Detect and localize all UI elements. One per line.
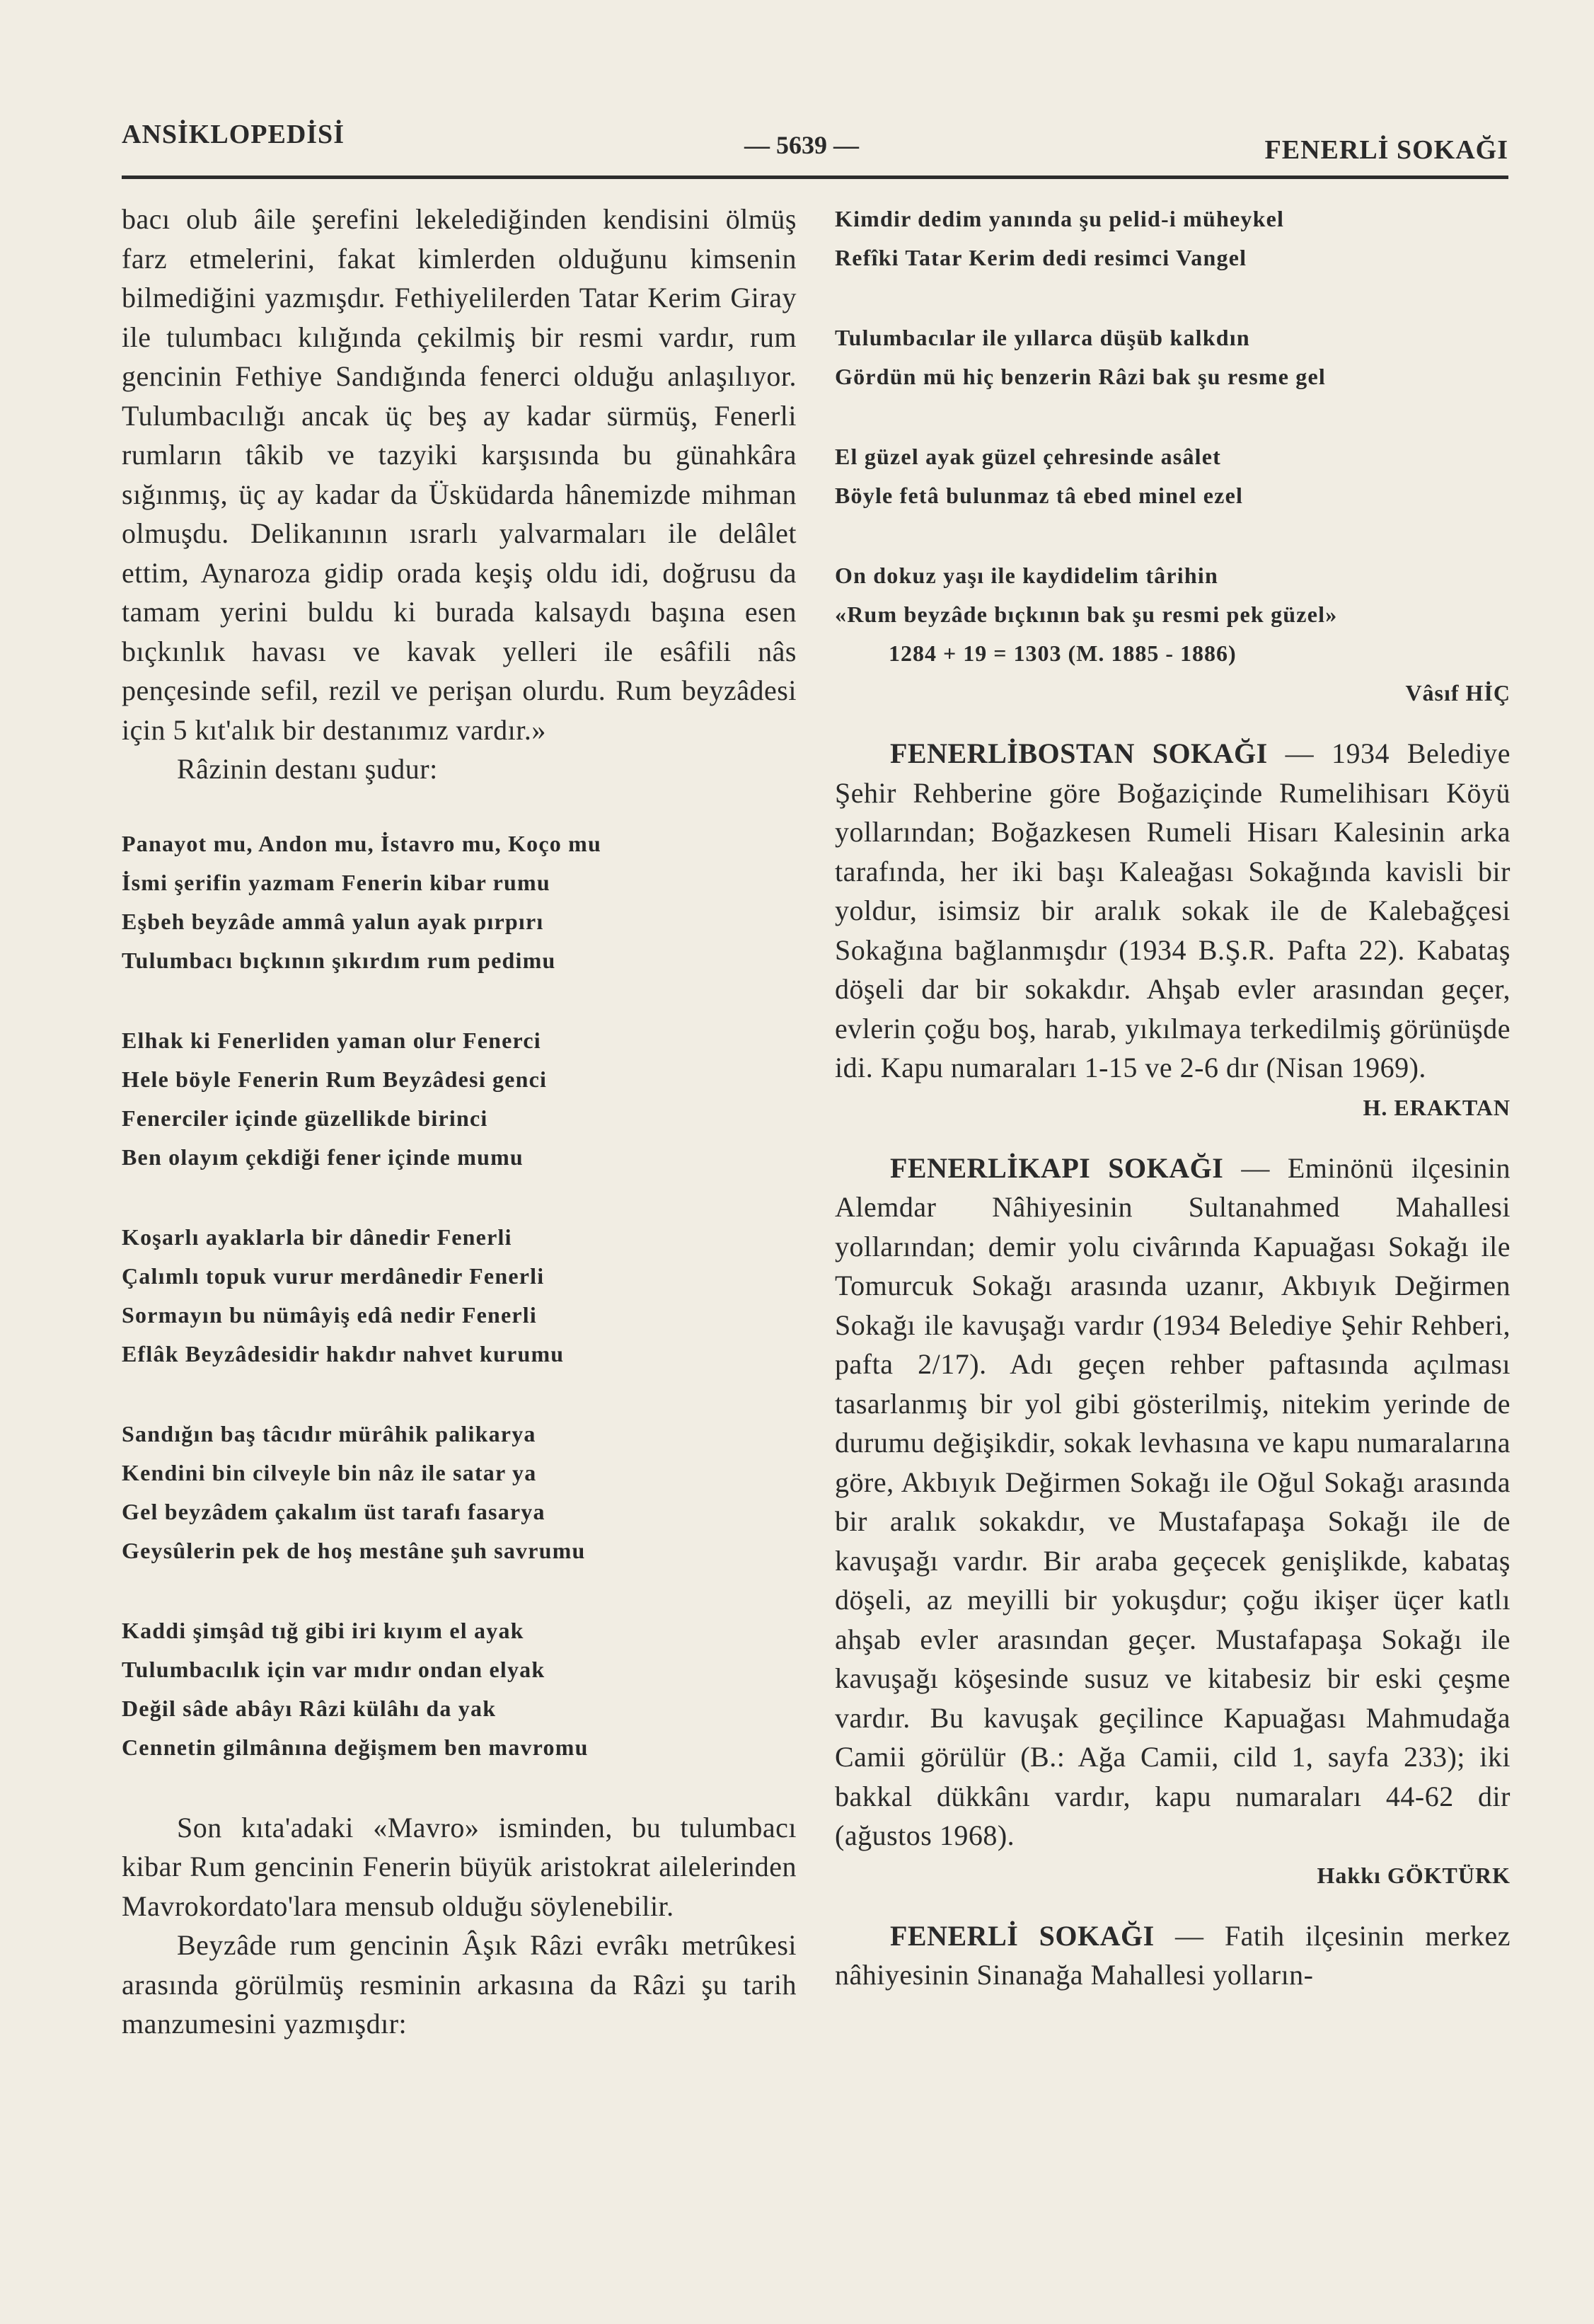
verse-line: İsmi şerifin yazmam Fenerin kibar rumu xyxy=(122,869,550,895)
stanza xyxy=(122,1415,797,1570)
entry-fenerlikapi xyxy=(835,1149,1511,1856)
verse-line: On dokuz yaşı ile kaydidelim târihin xyxy=(835,563,1218,588)
verse-line: Değil sâde abâyı Râzi külâhı da yak xyxy=(122,1695,497,1721)
page-header xyxy=(122,119,1508,168)
entry-title: FENERLİKAPI SOKAĞI xyxy=(890,1151,1224,1184)
verse-line: Sandığın baş tâcıdır mürâhik palikarya xyxy=(122,1420,536,1446)
paragraph: Son kıta'adaki «Mavro» isminden, bu tulumbacı kibar Rum gencinin Fenerin büyük aristokrat ailelerinden Mavrokordato'lara mensub olduğu söylenebilir. xyxy=(122,1811,797,1922)
verse-line: Refîki Tatar Kerim dedi resimci Vangel xyxy=(835,245,1247,270)
stanza xyxy=(122,1021,797,1177)
running-head-right: FENERLİ SOKAĞI xyxy=(1264,135,1508,165)
verse-line: Tulumbacılar ile yıllarca düşüb kalkdın xyxy=(835,325,1250,350)
verse-line: Kimdir dedim yanında şu pelid-i müheykel xyxy=(835,206,1285,231)
entry-title: FENERLİBOSTAN SOKAĞI xyxy=(890,737,1268,769)
stanza xyxy=(835,437,1511,515)
verse-line: Ben olayım çekdiği fener içinde mumu xyxy=(122,1144,524,1170)
verse-line: Tulumbacılık için var mıdır ondan elyak xyxy=(122,1656,545,1682)
verse-line: Cennetin gilmânına değişmem ben mavromu xyxy=(122,1734,589,1760)
verse-line: Kendini bin cilveyle bin nâz ile satar ya xyxy=(122,1459,537,1485)
verse-line: Gördün mü hiç benzerin Râzi bak şu resme gel xyxy=(835,364,1327,389)
paragraph: Beyzâde rum gencinin Âşık Râzi evrâkı metrûkesi arasında görülmüş resminin arkasına da Râzi şu tarih manzumesini yazmışdır: xyxy=(122,1929,797,2040)
author-signature: H. ERAKTAN xyxy=(1363,1094,1511,1120)
verse-line: Panayot mu, Andon mu, İstavro mu, Koço mu xyxy=(122,830,602,856)
verse-line: Kaddi şimşâd tığ gibi iri kıyım el ayak xyxy=(122,1617,524,1643)
entry-fenerlibostan xyxy=(835,734,1511,1088)
verse-line: Koşarlı ayaklarla bir dânedir Fenerli xyxy=(122,1224,512,1250)
verse-line: Gel beyzâdem çakalım üst tarafı fasarya xyxy=(122,1498,545,1524)
paragraph: Râzinin destanı şudur: xyxy=(177,753,438,785)
verse-line: Çalımlı topuk vurur merdânedir Fenerli xyxy=(122,1262,545,1289)
stanza xyxy=(122,1218,797,1374)
tarih-poem xyxy=(835,200,1511,634)
entry-fenerli xyxy=(835,1916,1511,1995)
verse-line: Fenerciler içinde güzellikde birinci xyxy=(122,1105,488,1131)
left-column xyxy=(122,200,797,2044)
entry-body: — Eminönü ilçesinin Alemdar Nâhiyesinin Sultanahmed Mahallesi yollarından; demir yolu civârında Kapuağası Sokağı ile Tomurcuk Sokağı arasında uzanır, Akbıyık Değirmen Sokağı ile kavuşağı vardır (1934 Belediye Şehir Rehberi, pafta 2/17). Adı geçen rehber paftasında açılması tasarlanmış bir yol gibi gösterilmiş, nitekim yerinde de durumu değişikdir, sokak levhasına ve kapu numaralarına göre, Akbıyık Değirmen Sokağı ile Oğul Sokağı arasında bir aralık sokakdır, ve Mustafapaşa Sokağı ile de kavuşağı vardır. Bir araba geçecek genişlikde, kabataş döşeli, az meyilli bir yokuşdur; çoğu ikişer üçer katlı ahşab evler arasından geçer. Mustafapaşa Sokağı ile kavuşağı köşesinde susuz ve kitabesiz bir eski çeşme vardır. Bu kavuşak geçilince Kapuağası Mahmudağa Camii görülür (B.: Ağa Camii, cild 1, sayfa 233); iki bakkal dükkânı vardır, kapu numaraları 44-62 dir (ağustos 1968). xyxy=(835,1151,1511,1851)
stanza xyxy=(835,200,1511,277)
entry-body: — 1934 Belediye Şehir Rehberine göre Boğaziçinde Rumelihisarı Köyü yollarından; Boğazkesen Rumeli Hisarı Kalesinin arka tarafında, her iki başı Kaleağası Sokağında kavisli bir yoldur, isimsiz bir aralık sokak ile de Kalebağçesi Sokağına bağlanmışdır (1934 B.Ş.R. Pafta 22). Kabataş döşeli dar bir sokakdır. Ahşab evler arasından geçer, evlerin çoğu boş, harab, yıkılmaya terkedilmiş görünüşde idi. Kapu numaraları 1-15 ve 2-6 dır (Nisan 1969). xyxy=(835,737,1511,1083)
verse-line: Eflâk Beyzâdesidir hakdır nahvet kurumu xyxy=(122,1340,565,1367)
author-signature: Hakkı GÖKTÜRK xyxy=(1317,1862,1511,1888)
right-column xyxy=(835,200,1511,1995)
verse-line: Tulumbacı bıçkının şıkırdım rum pedimu xyxy=(122,947,556,973)
verse-line: El güzel ayak güzel çehresinde asâlet xyxy=(835,444,1221,469)
paragraph: bacı olub âile şerefini lekelediğinden kendisini ölmüş farz etmelerini, fakat kimlerden olduğunu kimsenin bilmediğini yazmışdır. Fethiyelilerden Tatar Kerim Giray ile tulumbacı kılığında çekilmiş bir resmi vardır, rum gencinin Fethiye Sandığında fenerci olduğu anlaşılıyor. Tulumbacılığı ancak üç beş ay kadar sürmüş, Fenerli rumların tâkib ve tazyiki karşısında bu günahkâra sığınmış, üç ay kadar da Üsküdarda hânemizde mihman olmuşdu. Delikanının ısrarlı yalvarmaları ile delâlet ettim, Aynaroza gidip orada keşiş oldu idi, doğrusu da tamam yerini buldu ki burada kalsaydı başına esen bıçkınlık havası ve kavak yelleri ile esâfili nâs pençesinde sefil, rezil ve perişan olurdu. Rum beyzâdesi için 5 kıt'alık bir destanımız vardır.» xyxy=(122,203,797,746)
verse-line: Geysûlerin pek de hoş mestâne şuh savrumu xyxy=(122,1537,586,1563)
stanza xyxy=(835,318,1511,396)
verse-line: Hele böyle Fenerin Rum Beyzâdesi genci xyxy=(122,1066,548,1092)
header-rule xyxy=(122,176,1508,179)
stanza xyxy=(122,824,797,980)
poem xyxy=(122,824,797,1767)
verse-line: Eşbeh beyzâde ammâ yalun ayak pırpırı xyxy=(122,908,544,934)
verse-line: «Rum beyzâde bıçkının bak şu resmi pek güzel» xyxy=(835,602,1338,627)
running-head-left: ANSİKLOPEDİSİ xyxy=(122,120,345,149)
verse-line: Böyle fetâ bulunmaz tâ ebed minel ezel xyxy=(835,483,1244,508)
date-calculation: 1284 + 19 = 1303 (M. 1885 - 1886) xyxy=(889,640,1237,666)
verse-line: Elhak ki Fenerliden yaman olur Fenerci xyxy=(122,1027,541,1053)
stanza xyxy=(835,556,1511,634)
stanza xyxy=(122,1611,797,1767)
entry-body: — Fatih ilçesinin merkez nâhiyesinin Sinanağa Mahallesi yolların- xyxy=(835,1919,1511,1991)
author-signature: Vâsıf HİÇ xyxy=(1405,680,1511,706)
verse-line: Sormayın bu nümâyiş edâ nedir Fenerli xyxy=(122,1301,537,1328)
page-number: — 5639 — xyxy=(744,131,859,159)
entry-title: FENERLİ SOKAĞI xyxy=(890,1919,1155,1952)
